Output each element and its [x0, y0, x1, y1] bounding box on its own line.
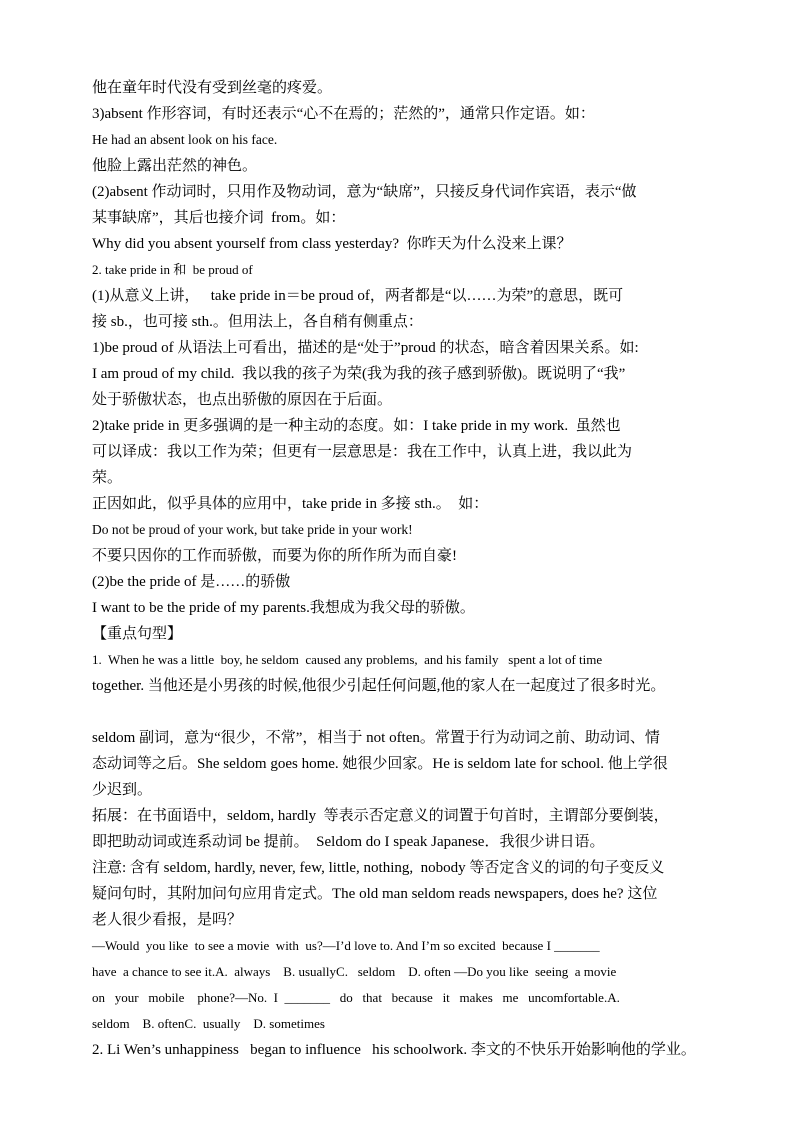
text-line: 处于骄傲状态，也点出骄傲的原因在于后面。 [92, 392, 393, 408]
text-line: have a chance to see it.A. always B. usuallyC. seldom D. often —Do you like seeing a movie [92, 964, 617, 979]
text-line: 注意: 含有 seldom, hardly, never, few, little, nothing, nobody 等否定含义的词的句子变反义 [92, 860, 665, 876]
text-line: 1. When he was a little boy, he seldom caused any problems, and his family spent a lot of time [92, 652, 603, 667]
text-line: 某事缺席”，其后也接介词 from。如： [92, 210, 346, 226]
text-line: 1)be proud of 从语法上可看出，描述的是“处于”proud 的状态，暗含着因果关系。如: [92, 340, 639, 356]
text-line: —Would you like to see a movie with us?—I’d love to. And I’m so excited because I _______ [92, 938, 600, 953]
text-line: 疑问句时，其附加问句应用肯定式。The old man seldom reads newspapers, does he? 这位 [92, 886, 658, 902]
text-line: together. 当他还是小男孩的时候,他很少引起任何问题,他的家人在一起度过了很多时光。 [92, 678, 666, 694]
text-line: I want to be the pride of my parents.我想成为我父母的骄傲。 [92, 600, 475, 616]
text-line: 2. Li Wen’s unhappiness began to influence his schoolwork. 李文的不快乐开始影响他的学业。 [92, 1042, 696, 1058]
text-line: 态动词等之后。She seldom goes home. 她很少回家。He is seldom late for school. 他上学很 [92, 756, 668, 772]
section-heading: 2. take pride in 和 be proud of [92, 262, 253, 277]
text-line: Why did you absent yourself from class yesterday? 你昨天为什么没来上课？ [92, 236, 572, 252]
text-line: seldom B. oftenC. usually D. sometimes [92, 1016, 325, 1031]
text-line: 他在童年时代没有受到丝毫的疼爱。 [92, 80, 333, 96]
text-line: 正因如此，似乎具体的应用中，take pride in 多接 sth.。 如： [92, 496, 489, 512]
text-line: (2)be the pride of 是……的骄傲 [92, 574, 291, 590]
text-line: 老人很少看报，是吗？ [92, 912, 243, 928]
text-line: (1)从意义上讲， take pride in＝be proud of，两者都是“以……为荣”的意思，既可 [92, 288, 624, 304]
text-line: 少迟到。 [92, 782, 153, 798]
text-line: 拓展：在书面语中，seldom, hardly 等表示否定意义的词置于句首时，主谓部分要倒装， [92, 808, 669, 824]
section-heading: 【重点句型】 [92, 626, 183, 642]
text-line: 2)take pride in 更多强调的是一种主动的态度。如：I take pride in my work. 虽然也 [92, 418, 621, 434]
text-line: 不要只因你的工作而骄傲，而要为你的所作所为而自豪! [92, 548, 457, 564]
text-line: 3)absent 作形容词，有时还表示“心不在焉的；茫然的”，通常只作定语。如： [92, 106, 595, 122]
text-line: on your mobile phone?—No. I _______ do that because it makes me uncomfortable.A. [92, 990, 620, 1005]
text-line: 荣。 [92, 470, 123, 486]
text-line: (2)absent 作动词时，只用作及物动词，意为“缺席”，只接反身代词作宾语，表示“做 [92, 184, 637, 200]
text-line: seldom 副词，意为“很少，不常”，相当于 not often。常置于行为动词之前、助动词、情 [92, 730, 660, 746]
text-line: I am proud of my child. 我以我的孩子为荣(我为我的孩子感到骄傲)。既说明了“我” [92, 366, 626, 382]
text-line: He had an absent look on his face. [92, 132, 278, 147]
text-line: Do not be proud of your work, but take pride in your work! [92, 522, 413, 537]
text-line: 他脸上露出茫然的神色。 [92, 158, 258, 174]
text-line: 即把助动词或连系动词 be 提前。 Seldom do I speak Japanese．我很少讲日语。 [92, 834, 605, 850]
text-line: 可以译成：我以工作为荣；但更有一层意思是：我在工作中，认真上进，我以此为 [92, 444, 633, 460]
text-line: 接 sb.，也可接 sth.。但用法上，各自稍有侧重点： [92, 314, 423, 330]
